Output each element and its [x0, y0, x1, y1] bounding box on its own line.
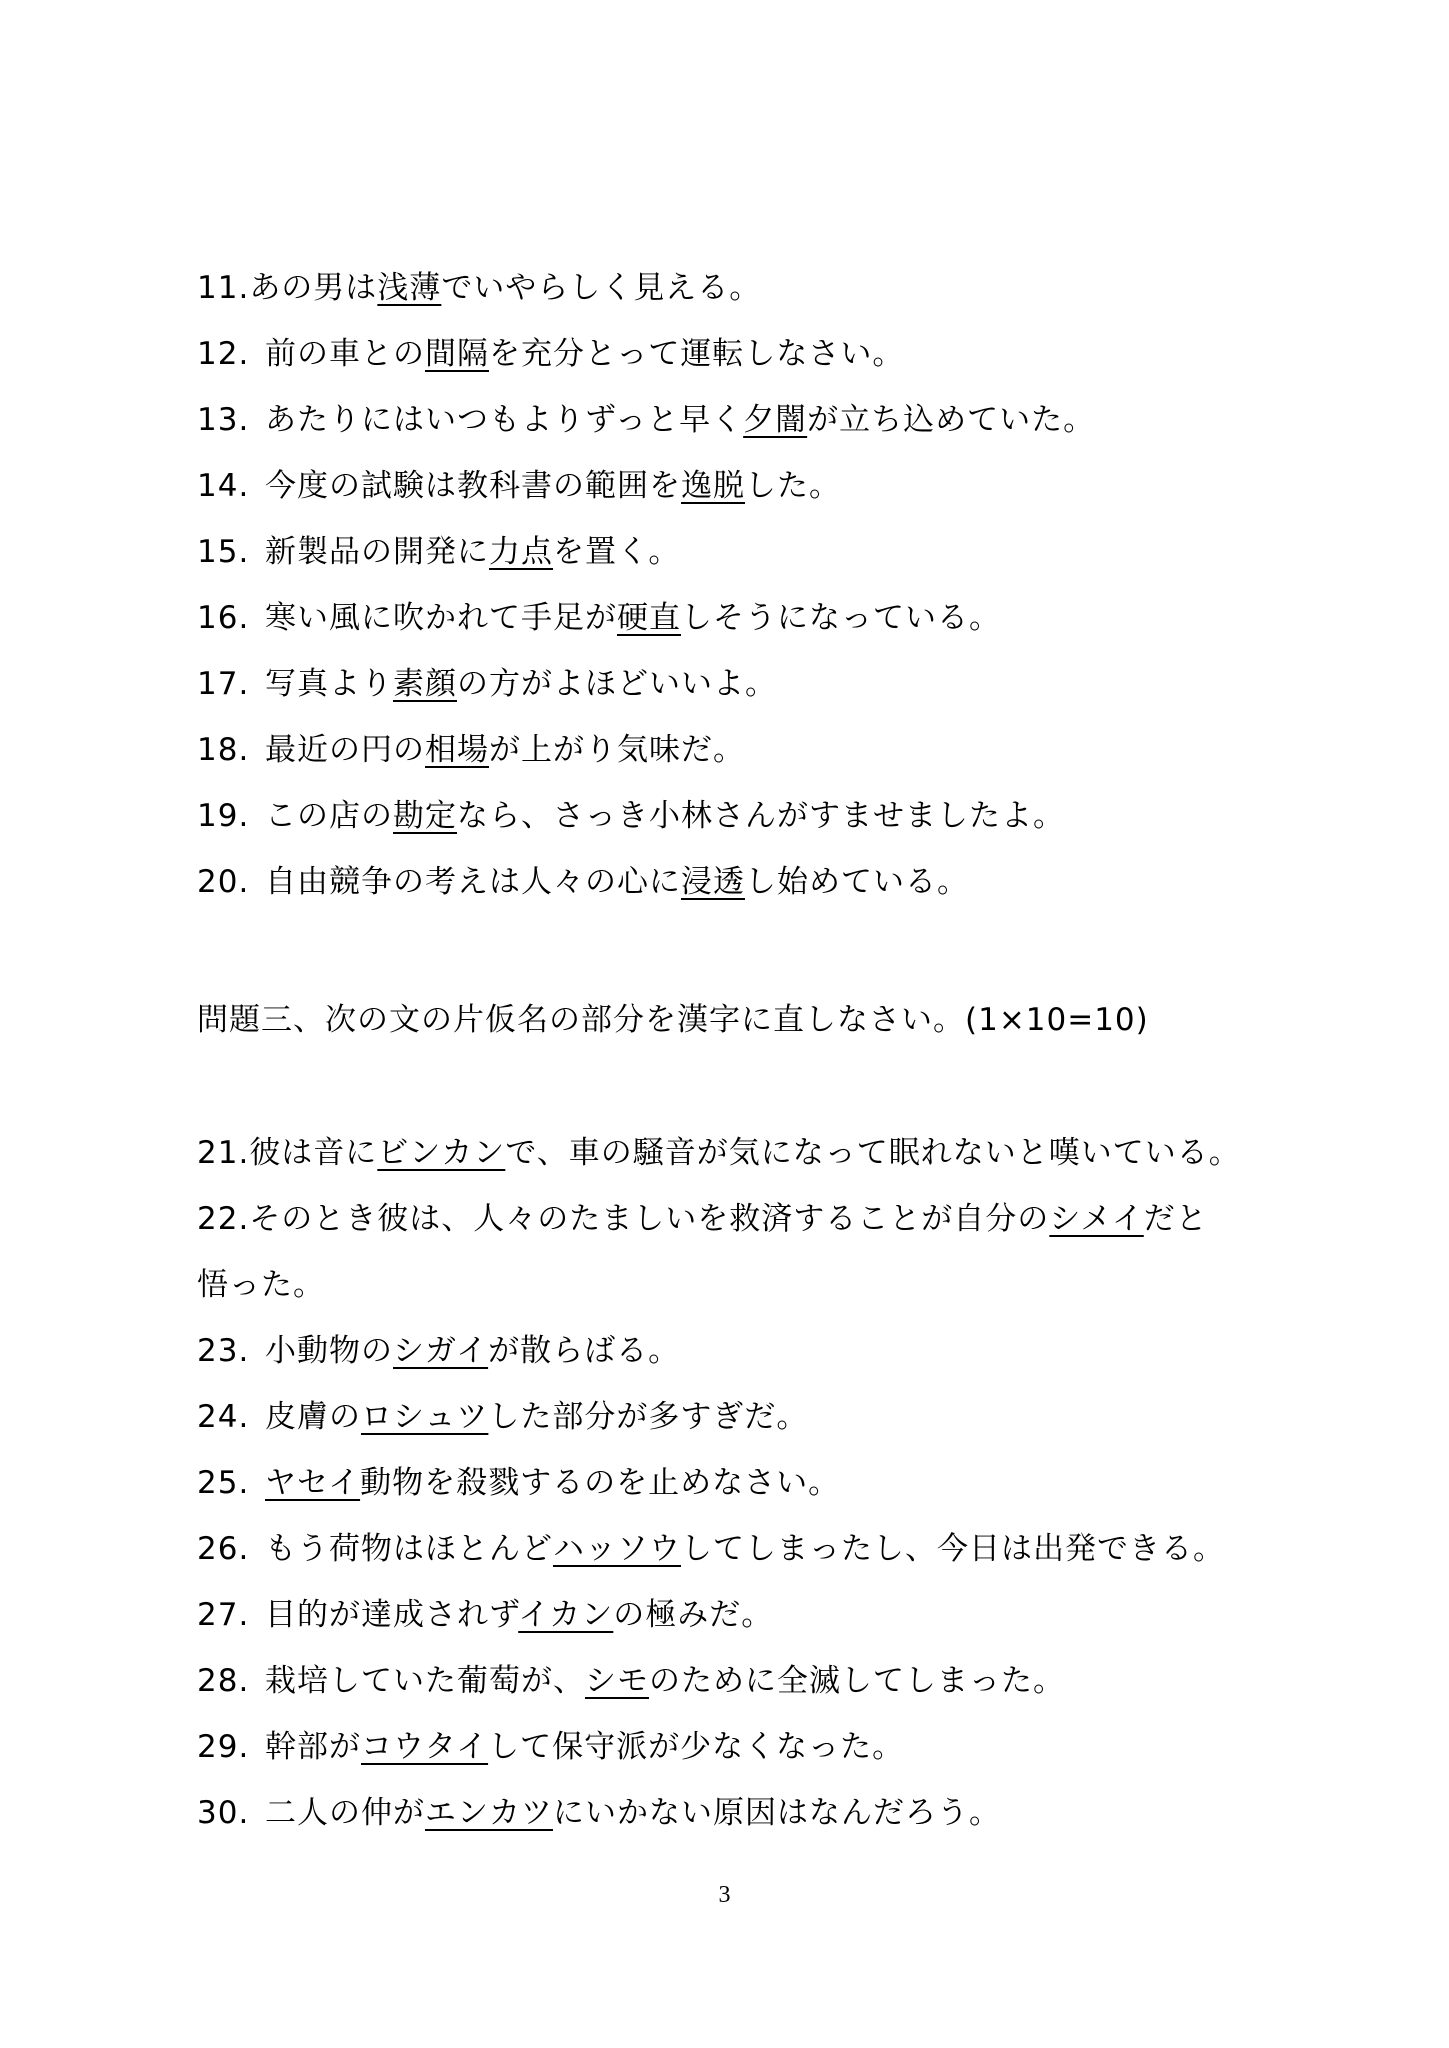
sentence-post: してしまったし、今日は出発できる。: [681, 1531, 1225, 1567]
underlined-target: 相場: [425, 732, 489, 768]
question-20: [197, 862, 969, 902]
sentence-post: だと: [1143, 1201, 1208, 1237]
underlined-target: ビンカン: [377, 1135, 506, 1171]
underlined-target: 逸脱: [681, 468, 745, 504]
question-24: [197, 1397, 808, 1437]
sentence-pre: 目的が達成されず: [265, 1597, 519, 1633]
underlined-target: ヤセイ: [265, 1465, 361, 1501]
question-22: [197, 1199, 1208, 1239]
question-22-continuation: 悟った。: [197, 1267, 325, 1303]
section-3-heading: 問題三、次の文の片仮名の部分を漢字に直しなさい。(1×10=10): [197, 1002, 1149, 1038]
question-number: 22.: [197, 1201, 250, 1237]
question-number: 12.: [197, 336, 250, 372]
sentence-pre: 今度の試験は教科書の範囲を: [265, 468, 681, 504]
question-number: 25.: [197, 1465, 250, 1501]
question-11: [197, 268, 761, 308]
question-number: 11.: [197, 270, 250, 306]
question-number: 27.: [197, 1597, 250, 1633]
underlined-target: イカン: [518, 1597, 614, 1633]
question-30: [197, 1793, 1001, 1833]
question-number: 23.: [197, 1333, 250, 1369]
underlined-target: 浸透: [681, 864, 745, 900]
sentence-post: のために全滅してしまった。: [649, 1663, 1065, 1699]
question-19: [197, 796, 1065, 836]
underlined-target: ロシュツ: [361, 1399, 489, 1435]
sentence-pre: 新製品の開発に: [265, 534, 489, 570]
page-number: 3: [718, 1882, 731, 1908]
question-number: 30.: [197, 1795, 250, 1831]
question-number: 20.: [197, 864, 250, 900]
question-number: 18.: [197, 732, 250, 768]
underlined-target: 間隔: [425, 336, 489, 372]
underlined-target: コウタイ: [361, 1729, 489, 1765]
sentence-post: なら、さっき小林さんがすませましたよ。: [457, 798, 1065, 834]
sentence-pre: もう荷物はほとんど: [265, 1531, 553, 1567]
question-number: 28.: [197, 1663, 250, 1699]
question-21: [197, 1133, 1241, 1173]
sentence-pre: 写真より: [265, 666, 393, 702]
question-number: 21.: [197, 1135, 250, 1171]
underlined-target: エンカツ: [425, 1795, 553, 1831]
underlined-target: 力点: [489, 534, 553, 570]
sentence-post: が散らばる。: [488, 1333, 681, 1369]
question-14: [197, 466, 841, 506]
sentence-pre: この店の: [265, 798, 393, 834]
sentence-post: した。: [745, 468, 841, 504]
underlined-target: 素顔: [393, 666, 457, 702]
sentence-post: でいやらしく見える。: [441, 270, 762, 306]
sentence-post: で、車の騒音が気になって眠れないと嘆いている。: [505, 1135, 1241, 1171]
sentence-pre: 二人の仲が: [265, 1795, 425, 1831]
sentence-post: 動物を殺戮するのを止めなさい。: [360, 1465, 841, 1501]
question-16: [197, 598, 1001, 638]
question-12: [197, 334, 904, 374]
underlined-target: シメイ: [1049, 1201, 1144, 1237]
question-number: 24.: [197, 1399, 250, 1435]
underlined-target: シガイ: [393, 1333, 489, 1369]
sentence-pre: 彼は音に: [249, 1135, 378, 1171]
sentence-pre: 最近の円の: [265, 732, 425, 768]
sentence-pre: 皮膚の: [265, 1399, 361, 1435]
sentence-pre: 自由競争の考えは人々の心に: [265, 864, 681, 900]
question-26: [197, 1529, 1225, 1569]
question-number: 16.: [197, 600, 250, 636]
sentence-pre: あたりにはいつもよりずっと早く: [265, 402, 744, 438]
question-15: [197, 532, 680, 572]
sentence-post: の極みだ。: [613, 1597, 774, 1633]
sentence-post: して保守派が少なくなった。: [488, 1729, 905, 1765]
sentence-post: した部分が多すぎだ。: [488, 1399, 809, 1435]
question-number: 14.: [197, 468, 250, 504]
question-28: [197, 1661, 1065, 1701]
sentence-pre: 栽培していた葡萄が、: [265, 1663, 585, 1699]
sentence-pre: 寒い風に吹かれて手足が: [265, 600, 617, 636]
question-29: [197, 1727, 904, 1767]
sentence-pre: 小動物の: [265, 1333, 393, 1369]
underlined-target: ハッソウ: [553, 1531, 681, 1567]
sentence-post: の方がよほどいいよ。: [457, 666, 777, 702]
question-number: 17.: [197, 666, 250, 702]
underlined-target: 勘定: [393, 798, 457, 834]
question-number: 19.: [197, 798, 250, 834]
sentence-post: しそうになっている。: [681, 600, 1001, 636]
sentence-post: が立ち込めていた。: [807, 402, 1096, 438]
question-23: [197, 1331, 680, 1371]
question-number: 26.: [197, 1531, 250, 1567]
underlined-target: 硬直: [617, 600, 681, 636]
question-number: 15.: [197, 534, 250, 570]
sentence-pre: 幹部が: [265, 1729, 361, 1765]
question-17: [197, 664, 777, 704]
question-number: 29.: [197, 1729, 250, 1765]
question-27: [197, 1595, 773, 1635]
question-18: [197, 730, 745, 770]
sentence-post: し始めている。: [745, 864, 969, 900]
sentence-post: にいかない原因はなんだろう。: [553, 1795, 1001, 1831]
underlined-target: シモ: [585, 1663, 649, 1699]
sentence-post: を充分とって運転しなさい。: [489, 336, 905, 372]
sentence-pre: 前の車との: [265, 336, 425, 372]
sentence-post: が上がり気味だ。: [489, 732, 745, 768]
question-number: 13.: [197, 402, 250, 438]
question-25: [197, 1463, 840, 1503]
sentence-post: を置く。: [553, 534, 681, 570]
underlined-target: 浅薄: [377, 270, 442, 306]
underlined-target: 夕闇: [743, 402, 808, 438]
sentence-pre: そのとき彼は、人々のたましいを救済することが自分の: [249, 1201, 1050, 1237]
sentence-pre: あの男は: [249, 270, 378, 306]
question-13: [197, 400, 1095, 440]
